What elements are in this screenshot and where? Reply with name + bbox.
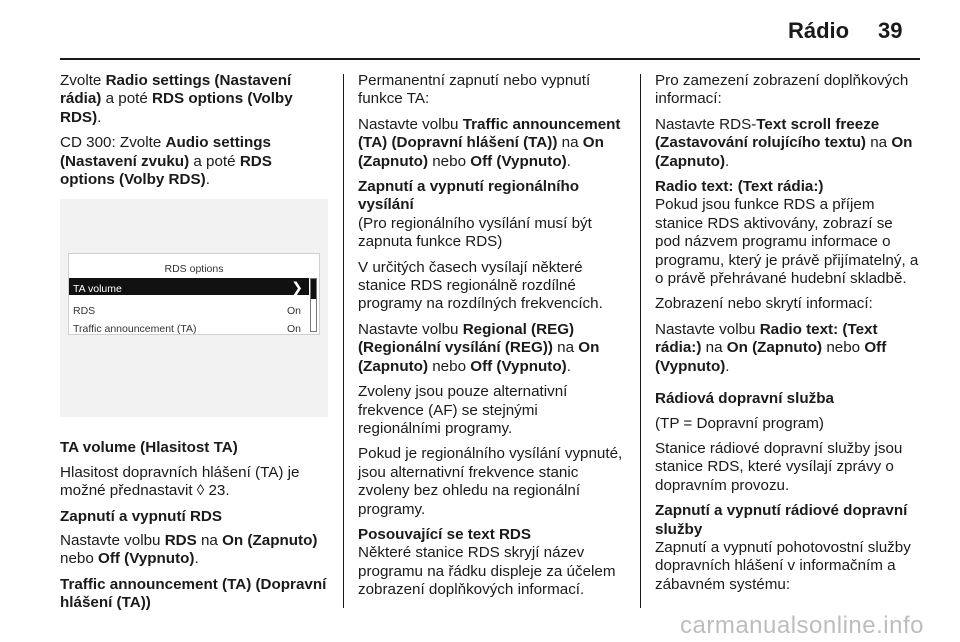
menu-term: On (Zapnuto) bbox=[222, 532, 318, 550]
section-heading: Radio text: (Text rádia:) bbox=[655, 178, 824, 196]
page-number: 39 bbox=[878, 18, 903, 43]
display-scrollbar bbox=[310, 278, 317, 332]
display-row-ta-volume bbox=[69, 278, 309, 295]
display-row-label: TA volume bbox=[73, 283, 122, 296]
column-3 bbox=[655, 72, 921, 601]
text: . bbox=[725, 357, 730, 375]
text: Nastavte RDS- bbox=[655, 115, 757, 133]
text: Nastavte volbu bbox=[358, 115, 463, 133]
paragraph: Pokud je regionálního vysílání vypnuté, jsou alternativní frekvence stanic zvoleny bez ohledu na regionální programy. bbox=[358, 445, 623, 518]
section-heading: Zapnutí a vypnutí RDS bbox=[60, 507, 223, 525]
column-2 bbox=[358, 72, 624, 607]
text: . bbox=[205, 171, 210, 189]
rds-options-screen-image bbox=[60, 199, 328, 417]
display-row-value: On bbox=[286, 305, 301, 318]
page-header-title: Rádio bbox=[788, 18, 850, 43]
text: nebo bbox=[60, 550, 99, 568]
menu-term: Audio settings (Nastavení zvuku) bbox=[60, 134, 271, 170]
paragraph: Pro zamezení zobrazení doplňkových informací: bbox=[655, 72, 909, 108]
section-heading: Zapnutí a vypnutí rádiové dopravní služby bbox=[655, 502, 908, 538]
paragraph: Hlasitost dopravních hlášení (TA) je možné přednastavit ◊ 23. bbox=[60, 463, 300, 500]
paragraph bbox=[655, 116, 921, 171]
paragraph: Stanice rádiové dopravní služby jsou stanice RDS, které vysílají zprávy o dopravním provozu. bbox=[655, 439, 903, 494]
menu-term: Traffic announcement (TA) (Dopravní hlášení (TA)) bbox=[358, 115, 621, 152]
scrollbar-thumb bbox=[311, 279, 316, 299]
paragraph bbox=[655, 321, 921, 376]
display-panel bbox=[68, 253, 320, 335]
text: nebo bbox=[428, 152, 471, 170]
paragraph: Některé stanice RDS skryjí název programu na řádku displeje za účelem zobrazení doplňkových informací. bbox=[358, 544, 616, 599]
section-heading: Traffic announcement (TA) (Dopravní hlášení (TA)) bbox=[60, 575, 327, 612]
menu-term: Off (Vypnuto) bbox=[470, 357, 567, 375]
text: na bbox=[196, 532, 223, 550]
text: nebo bbox=[822, 339, 865, 357]
text: na bbox=[552, 339, 579, 357]
display-title: RDS options bbox=[164, 263, 224, 276]
watermark: carmanualsonline.info bbox=[680, 612, 924, 639]
display-row-traffic-announcement bbox=[69, 318, 309, 335]
menu-term: On (Zapnuto) bbox=[655, 134, 913, 170]
menu-term: Text scroll freeze (Zastavování rolujícího textu) bbox=[655, 115, 880, 152]
paragraph bbox=[358, 116, 624, 171]
paragraph: Zapnutí a vypnutí pohotovostní služby dopravních hlášení v informačním a zábavném systému: bbox=[655, 538, 911, 593]
header-rule bbox=[60, 58, 920, 60]
menu-term: On (Zapnuto) bbox=[726, 339, 823, 357]
text: CD 300: Zvolte bbox=[60, 134, 166, 152]
paragraph: (Pro regionálního vysílání musí být zapnuta funkce RDS) bbox=[358, 214, 592, 251]
paragraph bbox=[60, 532, 328, 569]
text: . bbox=[194, 550, 199, 568]
display-row-label: Traffic announcement (TA) bbox=[73, 323, 197, 336]
text: Nastavte volbu bbox=[358, 320, 463, 338]
display-row-label: RDS bbox=[73, 305, 96, 318]
paragraph: (TP = Dopravní program) bbox=[655, 414, 824, 432]
text: Nastavte volbu bbox=[60, 532, 165, 550]
text: a poté bbox=[101, 90, 153, 108]
section-heading: TA volume (Hlasitost TA) bbox=[60, 439, 238, 457]
paragraph: Zvoleny jsou pouze alternativní frekvence (AF) se stejnými regionálními programy. bbox=[358, 383, 568, 437]
text: Nastavte volbu bbox=[655, 320, 760, 338]
menu-term: On (Zapnuto) bbox=[358, 339, 600, 375]
menu-term: Off (Vypnuto) bbox=[98, 550, 195, 568]
menu-term: Off (Vypnuto) bbox=[470, 152, 567, 170]
section-heading: Rádiová dopravní služba bbox=[655, 390, 834, 408]
menu-term: Off (Vypnuto) bbox=[655, 339, 887, 375]
text: . bbox=[566, 152, 571, 170]
text: a poté bbox=[189, 152, 240, 170]
menu-term: RDS bbox=[164, 532, 197, 550]
paragraph: Pokud jsou funkce RDS a příjem stanice RDS aktivovány, zobrazí se pod názvem programu informace o programu, který je právě přijímatelný, a o právě přehrávané hudební skladbě. bbox=[655, 196, 919, 288]
paragraph: Zobrazení nebo skrytí informací: bbox=[655, 295, 873, 313]
paragraph: V určitých časech vysílají některé stanice RDS regionálně rozdílné programy na rozdílných frekvencích. bbox=[358, 258, 603, 313]
text: . bbox=[725, 152, 730, 170]
text: na bbox=[701, 339, 727, 357]
section-heading: Zapnutí a vypnutí regionálního vysílání bbox=[358, 178, 580, 214]
section-heading: Posouvající se text RDS bbox=[358, 525, 532, 543]
menu-term: RDS options (Volby RDS) bbox=[60, 152, 272, 189]
chevron-right-icon: ❯ bbox=[291, 279, 303, 296]
paragraph bbox=[358, 321, 624, 376]
menu-term: Radio text: (Text rádia:) bbox=[655, 320, 878, 357]
column-divider-2 bbox=[640, 74, 641, 608]
display-row-value: On bbox=[286, 323, 301, 336]
text: na bbox=[865, 134, 892, 152]
menu-term: On (Zapnuto) bbox=[358, 134, 604, 170]
text: na bbox=[557, 134, 583, 152]
paragraph bbox=[60, 72, 328, 127]
menu-term: Regional (REG) (Regionální vysílání (REG)) bbox=[358, 320, 575, 357]
text: . bbox=[97, 108, 102, 126]
text: Zvolte bbox=[60, 72, 106, 89]
text: . bbox=[566, 357, 571, 375]
menu-term: RDS options (Volby RDS) bbox=[60, 90, 293, 126]
display-row-rds bbox=[69, 300, 309, 317]
text: nebo bbox=[428, 357, 471, 375]
paragraph: Permanentní zapnutí nebo vypnutí funkce TA: bbox=[358, 72, 591, 108]
column-1 bbox=[60, 72, 328, 619]
column-divider-1 bbox=[343, 74, 344, 608]
menu-term: Radio settings (Nastavení rádia) bbox=[60, 72, 292, 108]
paragraph bbox=[60, 134, 328, 189]
